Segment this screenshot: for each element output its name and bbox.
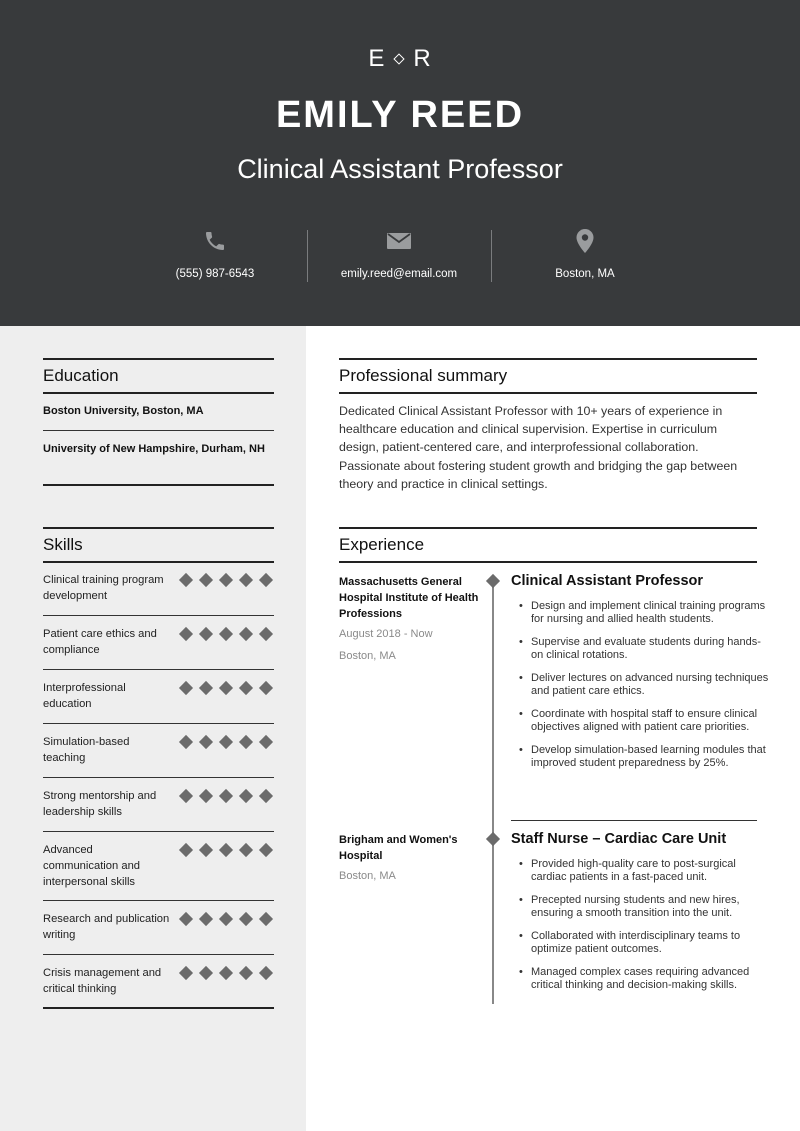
job-bullet: • Develop simulation-based learning modules that improved student preparedness by 25%. [519, 744, 769, 770]
timeline-diamond-icon [486, 574, 500, 588]
rating-diamond-icon [179, 912, 193, 926]
job-bullet: • Deliver lectures on advanced nursing techniques and patient care ethics. [519, 672, 769, 698]
skill-name: Research and publication writing [43, 913, 170, 941]
item-divider [43, 954, 274, 955]
summary-text: Dedicated Clinical Assistant Professor with 10+ years of experience in healthcare education and clinical supervision. Expertise in curriculum design, patient-centered care, and interprofessional collaboration. Passionate about fostering student growth and bridging the gap between theory and practice in clinical settings. [339, 404, 738, 491]
location-text: Boston, MA [555, 268, 615, 280]
rating-diamond-icon [219, 573, 233, 587]
job-location: Boston, MA [339, 870, 396, 882]
location-pin-icon [510, 228, 660, 256]
item-divider [43, 900, 274, 901]
rating-diamond-icon [199, 789, 213, 803]
section-rule [43, 358, 274, 360]
skill-name: Patient care ethics and compliance [43, 628, 157, 656]
education-item: Boston University, Boston, MA [43, 405, 204, 417]
job-bullet: • Design and implement clinical training programs for nursing and allied health students. [519, 600, 769, 626]
item-divider [43, 430, 274, 431]
rating-diamond-icon [199, 912, 213, 926]
skill-rating [181, 683, 271, 693]
rating-diamond-icon [259, 627, 273, 641]
skill-rating [181, 845, 271, 855]
rating-diamond-icon [239, 735, 253, 749]
rating-diamond-icon [199, 843, 213, 857]
job-title: Clinical Assistant Professor [511, 573, 704, 589]
email-address[interactable]: emily.reed@email.com [340, 268, 458, 280]
rating-diamond-icon [179, 789, 193, 803]
section-rule [43, 484, 274, 486]
candidate-name: EMILY REED [275, 94, 525, 136]
contact-divider [307, 230, 308, 282]
education-heading: Education [43, 366, 119, 385]
rating-diamond-icon [199, 681, 213, 695]
timeline-diamond-icon [486, 832, 500, 846]
job-bullet: • Precepted nursing students and new hires, ensuring a smooth transition into the unit. [519, 894, 769, 920]
rating-diamond-icon [219, 789, 233, 803]
skill-name: Crisis management and critical thinking [43, 967, 162, 995]
monogram-initial-first: E [368, 45, 386, 72]
summary-heading: Professional summary [339, 366, 508, 385]
skill-rating [181, 575, 271, 585]
job-bullet: • Provided high-quality care to post-surgical cardiac patients in a fast-paced unit. [519, 858, 769, 884]
job-bullet: • Supervise and evaluate students during hands-on clinical rotations. [519, 636, 769, 662]
job-organization: Brigham and Women's Hospital [339, 834, 458, 862]
item-divider [43, 723, 274, 724]
skill-name: Interprofessional education [43, 682, 126, 710]
item-divider [511, 820, 757, 821]
rating-diamond-icon [199, 966, 213, 980]
job-bullets [519, 600, 769, 780]
rating-diamond-icon [219, 966, 233, 980]
rating-diamond-icon [199, 573, 213, 587]
skill-rating [181, 914, 271, 924]
job-organization: Massachusetts General Hospital Institute of Health Professions [339, 576, 479, 620]
monogram [0, 45, 800, 73]
job-bullet: • Managed complex cases requiring advanced critical thinking and decision-making skills. [519, 966, 769, 992]
job-bullet: • Collaborated with interdisciplinary teams to optimize patient outcomes. [519, 930, 769, 956]
skill-rating [181, 629, 271, 639]
rating-diamond-icon [179, 843, 193, 857]
rating-diamond-icon [199, 735, 213, 749]
section-rule [43, 527, 274, 529]
email-icon [320, 228, 478, 256]
rating-diamond-icon [259, 681, 273, 695]
section-rule [339, 392, 757, 394]
monogram-initial-last: R [413, 45, 432, 72]
rating-diamond-icon [219, 627, 233, 641]
skill-rating [181, 737, 271, 747]
rating-diamond-icon [179, 627, 193, 641]
rating-diamond-icon [259, 789, 273, 803]
skill-rating [181, 791, 271, 801]
skills-heading: Skills [43, 535, 83, 554]
section-rule [43, 561, 274, 563]
resume-header [0, 0, 800, 326]
section-rule [43, 1007, 274, 1009]
rating-diamond-icon [239, 966, 253, 980]
section-rule [43, 392, 274, 394]
section-rule [339, 527, 757, 529]
item-divider [43, 777, 274, 778]
skill-name: Advanced communication and interpersonal skills [43, 844, 141, 888]
contact-location [510, 228, 660, 280]
rating-diamond-icon [219, 681, 233, 695]
skill-name: Clinical training program development [43, 574, 164, 602]
job-title: Staff Nurse – Cardiac Care Unit [511, 831, 727, 847]
timeline-line [492, 582, 494, 1004]
rating-diamond-icon [259, 912, 273, 926]
skill-name: Strong mentorship and leadership skills [43, 790, 157, 818]
rating-diamond-icon [179, 966, 193, 980]
phone-icon [140, 228, 290, 256]
rating-diamond-icon [219, 912, 233, 926]
monogram-diamond-icon [394, 53, 405, 64]
rating-diamond-icon [259, 735, 273, 749]
job-bullet: • Coordinate with hospital staff to ensure clinical objectives aligned with patient care priorities. [519, 708, 769, 734]
rating-diamond-icon [259, 573, 273, 587]
contact-divider [491, 230, 492, 282]
rating-diamond-icon [199, 627, 213, 641]
rating-diamond-icon [179, 735, 193, 749]
rating-diamond-icon [239, 843, 253, 857]
job-location: Boston, MA [339, 650, 396, 662]
rating-diamond-icon [179, 681, 193, 695]
item-divider [43, 615, 274, 616]
rating-diamond-icon [259, 966, 273, 980]
candidate-title: Clinical Assistant Professor [237, 154, 563, 184]
rating-diamond-icon [239, 627, 253, 641]
skill-name: Simulation-based teaching [43, 736, 130, 764]
contact-email [320, 228, 478, 280]
rating-diamond-icon [179, 573, 193, 587]
phone-number[interactable]: (555) 987-6543 [175, 268, 255, 280]
rating-diamond-icon [239, 789, 253, 803]
rating-diamond-icon [239, 573, 253, 587]
education-item: University of New Hampshire, Durham, NH [43, 443, 265, 455]
rating-diamond-icon [219, 735, 233, 749]
experience-heading: Experience [339, 535, 425, 554]
rating-diamond-icon [259, 843, 273, 857]
rating-diamond-icon [239, 681, 253, 695]
skill-rating [181, 968, 271, 978]
item-divider [43, 831, 274, 832]
section-rule [339, 358, 757, 360]
rating-diamond-icon [239, 912, 253, 926]
job-bullets [519, 858, 769, 1002]
rating-diamond-icon [219, 843, 233, 857]
section-rule [339, 561, 757, 563]
job-dates: August 2018 - Now [339, 628, 433, 640]
contact-phone [140, 228, 290, 280]
item-divider [43, 669, 274, 670]
